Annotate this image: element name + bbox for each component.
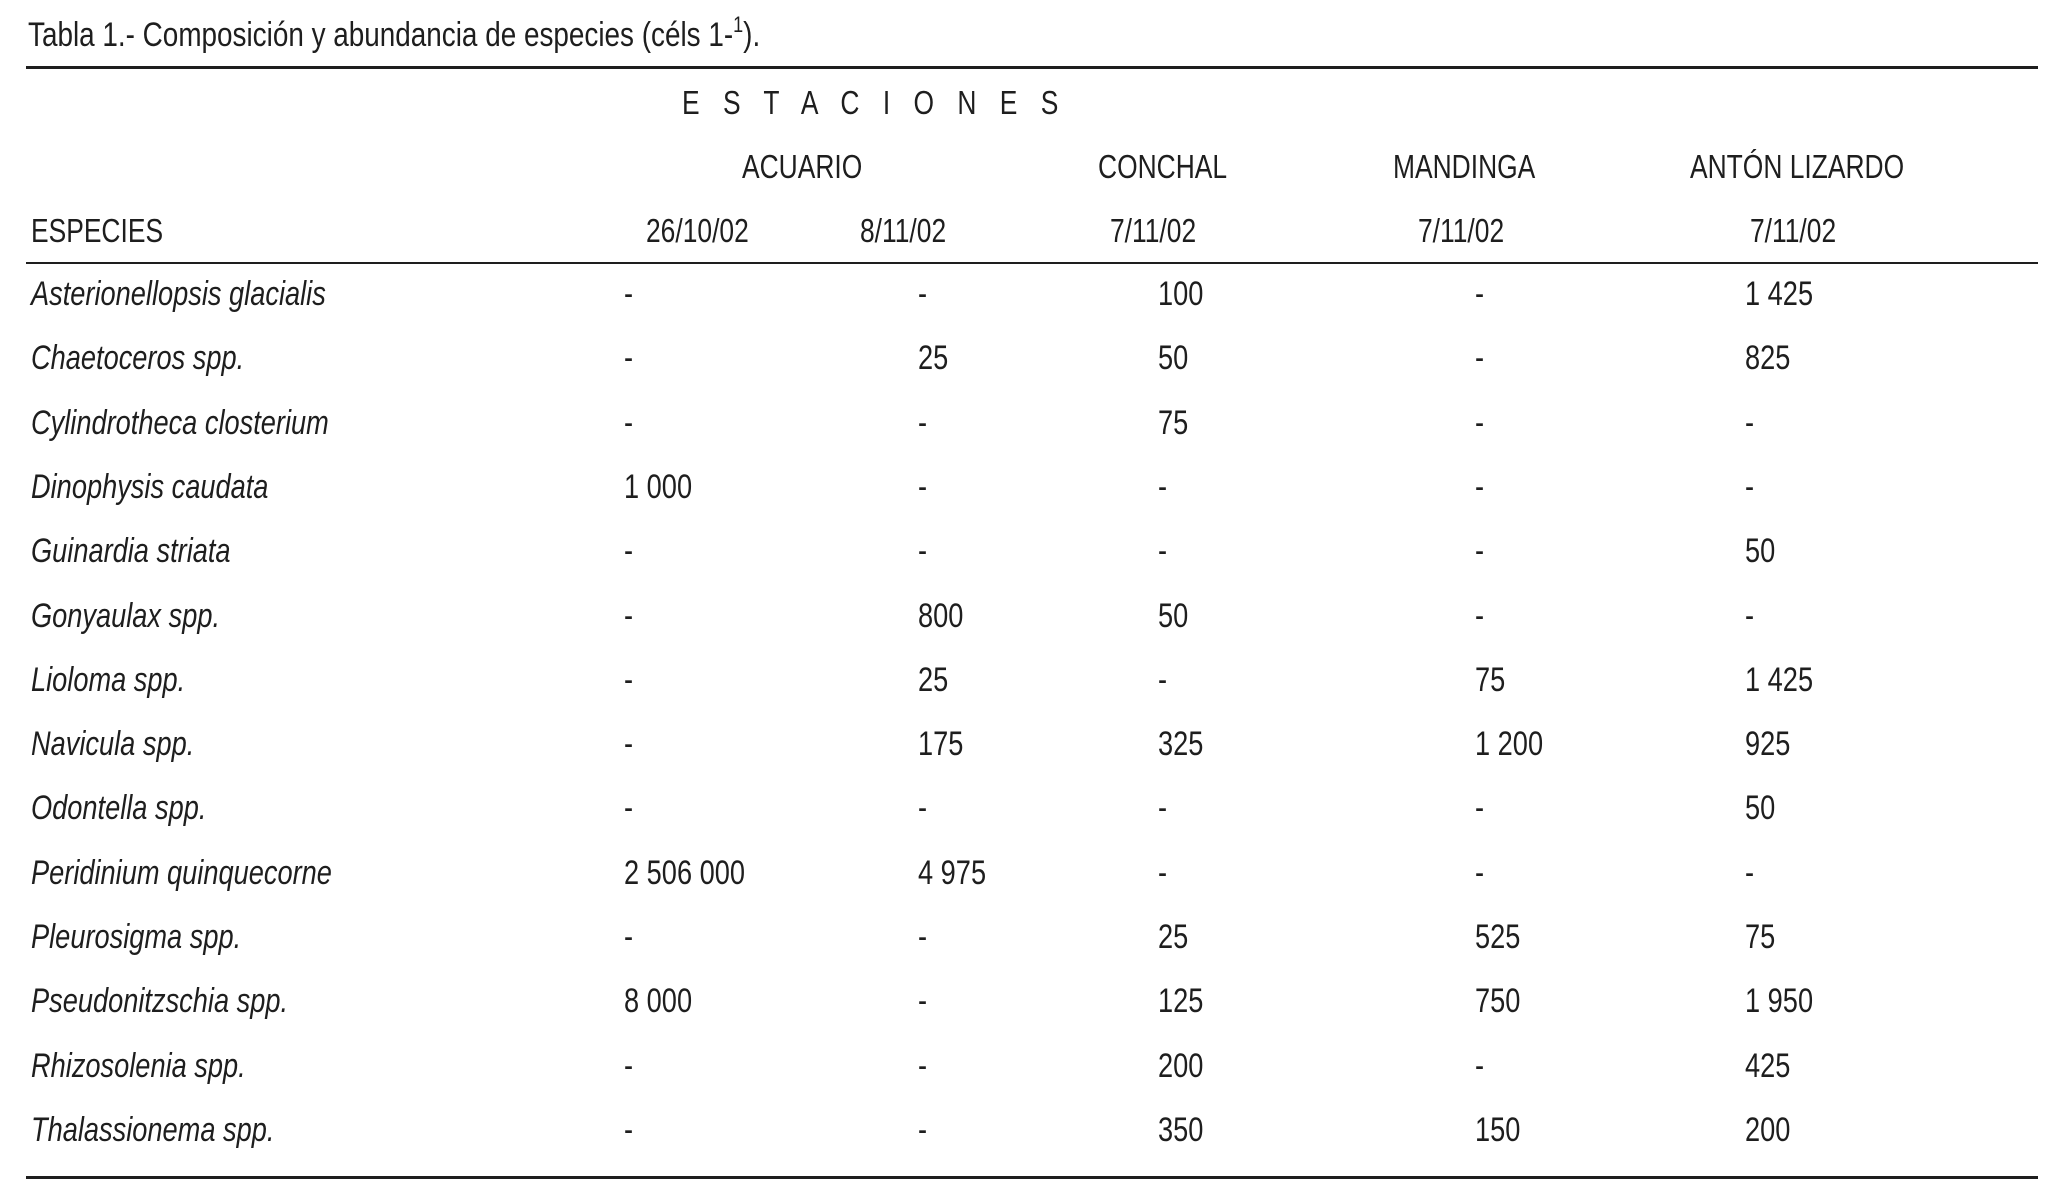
abundance-cell-acuario-2: - — [918, 1110, 928, 1149]
table-row — [0, 982, 2054, 1046]
species-name-cell: Peridinium quinquecorne — [31, 853, 332, 892]
abundance-cell-anton: - — [1745, 596, 1755, 635]
abundance-cell-mandinga: 1 200 — [1475, 725, 1544, 764]
abundance-cell-acuario-2: - — [918, 1046, 928, 1085]
date-anton-lizardo-header: 7/11/02 — [1750, 212, 1837, 249]
station-acuario-header: ACUARIO — [742, 148, 863, 185]
table-row — [0, 468, 2054, 532]
abundance-cell-conchal: 325 — [1158, 725, 1204, 764]
abundance-cell-acuario-1: - — [624, 532, 634, 571]
abundance-cell-acuario-2: - — [918, 789, 928, 828]
abundance-cell-acuario-1: - — [624, 403, 634, 442]
abundance-cell-acuario-2: - — [918, 918, 928, 956]
abundance-cell-anton: 50 — [1745, 789, 1776, 828]
abundance-cell-mandinga: - — [1475, 1046, 1485, 1085]
abundance-cell-acuario-2: - — [918, 532, 928, 571]
abundance-cell-acuario-2: 25 — [918, 660, 949, 699]
abundance-cell-conchal: - — [1158, 853, 1168, 892]
abundance-cell-acuario-1: - — [624, 725, 634, 764]
table-row — [0, 725, 2054, 789]
abundance-cell-mandinga: 750 — [1475, 982, 1521, 1021]
abundance-cell-anton: 425 — [1745, 1046, 1791, 1085]
abundance-cell-anton: 75 — [1745, 918, 1776, 956]
species-name-cell: Rhizosolenia spp. — [31, 1046, 246, 1085]
species-name-cell: Pseudonitzschia spp. — [31, 982, 289, 1021]
abundance-cell-anton: 200 — [1745, 1110, 1791, 1149]
abundance-cell-anton: - — [1745, 403, 1755, 442]
top-rule — [26, 66, 2038, 69]
species-column-header: ESPECIES — [31, 212, 164, 249]
abundance-cell-acuario-1: - — [624, 1046, 634, 1085]
table-row — [0, 789, 2054, 853]
abundance-cell-acuario-2: - — [918, 403, 928, 442]
abundance-cell-acuario-1: - — [624, 789, 634, 828]
caption-tail: ). — [743, 16, 761, 54]
abundance-cell-acuario-2: - — [918, 275, 928, 313]
abundance-cell-acuario-1: - — [624, 339, 634, 378]
abundance-cell-acuario-2: - — [918, 982, 928, 1021]
abundance-cell-acuario-2: 25 — [918, 339, 949, 378]
table-row — [0, 661, 2054, 725]
species-name-cell: Navicula spp. — [31, 725, 195, 764]
abundance-cell-conchal: 100 — [1158, 275, 1204, 313]
abundance-cell-anton: 1 425 — [1745, 275, 1814, 313]
station-anton-lizardo-header: ANTÓN LIZARDO — [1690, 148, 1905, 185]
species-name-cell: Thalassionema spp. — [31, 1110, 275, 1149]
species-name-cell: Guinardia striata — [31, 532, 231, 571]
abundance-cell-conchal: 50 — [1158, 339, 1189, 378]
station-mandinga-header: MANDINGA — [1393, 148, 1536, 185]
species-name-cell: Gonyaulax spp. — [31, 596, 221, 635]
abundance-cell-acuario-1: - — [624, 275, 634, 313]
abundance-cell-mandinga: - — [1475, 275, 1485, 313]
abundance-cell-mandinga: 525 — [1475, 918, 1521, 956]
abundance-cell-conchal: 75 — [1158, 403, 1189, 442]
caption-superscript: 1 — [733, 12, 744, 37]
abundance-cell-anton: - — [1745, 853, 1755, 892]
abundance-cell-acuario-1: - — [624, 596, 634, 635]
table-row — [0, 404, 2054, 468]
abundance-cell-acuario-2: 4 975 — [918, 853, 987, 892]
species-name-cell: Odontella spp. — [31, 789, 207, 828]
abundance-cell-acuario-1: - — [624, 918, 634, 956]
abundance-cell-anton: 825 — [1745, 339, 1791, 378]
abundance-cell-conchal: 350 — [1158, 1110, 1204, 1149]
abundance-cell-conchal: 200 — [1158, 1046, 1204, 1085]
table-row — [0, 854, 2054, 918]
abundance-cell-anton: 50 — [1745, 532, 1776, 571]
species-name-cell: Dinophysis caudata — [31, 467, 269, 506]
table-row — [0, 275, 2054, 339]
table-row — [0, 597, 2054, 661]
abundance-cell-conchal: - — [1158, 467, 1168, 506]
table-row — [0, 1047, 2054, 1111]
abundance-cell-anton: 1 950 — [1745, 982, 1814, 1021]
table-row — [0, 1111, 2054, 1175]
abundance-cell-conchal: 50 — [1158, 596, 1189, 635]
abundance-cell-mandinga: 75 — [1475, 660, 1506, 699]
table-row — [0, 918, 2054, 982]
species-name-cell: Asterionellopsis glacialis — [31, 275, 326, 313]
abundance-cell-mandinga: - — [1475, 532, 1485, 571]
date-acuario-1-header: 26/10/02 — [646, 212, 749, 249]
species-name-cell: Lioloma spp. — [31, 660, 186, 699]
species-name-cell: Chaetoceros spp. — [31, 339, 245, 378]
species-name-cell: Pleurosigma spp. — [31, 918, 242, 956]
table-row — [0, 339, 2054, 403]
abundance-cell-conchal: 125 — [1158, 982, 1204, 1021]
abundance-cell-mandinga: - — [1475, 596, 1485, 635]
abundance-cell-acuario-1: - — [624, 660, 634, 699]
abundance-cell-conchal: - — [1158, 532, 1168, 571]
abundance-cell-anton: 925 — [1745, 725, 1791, 764]
abundance-cell-mandinga: - — [1475, 789, 1485, 828]
stations-group-label: E S T A C I O N E S — [682, 84, 1067, 121]
station-conchal-header: CONCHAL — [1098, 148, 1228, 185]
date-mandinga-header: 7/11/02 — [1418, 212, 1505, 249]
abundance-cell-conchal: 25 — [1158, 918, 1189, 956]
abundance-cell-mandinga: - — [1475, 467, 1485, 506]
header-rule — [26, 262, 2038, 264]
abundance-cell-mandinga: - — [1475, 403, 1485, 442]
date-conchal-header: 7/11/02 — [1110, 212, 1197, 249]
date-acuario-2-header: 8/11/02 — [860, 212, 947, 249]
table-caption — [28, 12, 761, 55]
bottom-rule — [26, 1176, 2038, 1179]
abundance-cell-acuario-2: - — [918, 467, 928, 506]
abundance-cell-acuario-1: - — [624, 1110, 634, 1149]
abundance-cell-acuario-2: 800 — [918, 596, 964, 635]
abundance-cell-acuario-2: 175 — [918, 725, 964, 764]
abundance-cell-acuario-1: 1 000 — [624, 467, 693, 506]
abundance-cell-anton: 1 425 — [1745, 660, 1814, 699]
abundance-cell-acuario-1: 8 000 — [624, 982, 693, 1021]
abundance-cell-conchal: - — [1158, 789, 1168, 828]
abundance-cell-anton: - — [1745, 467, 1755, 506]
table-row — [0, 532, 2054, 596]
abundance-cell-mandinga: - — [1475, 853, 1485, 892]
abundance-cell-conchal: - — [1158, 660, 1168, 699]
caption-text: Tabla 1.- Composición y abundancia de especies (céls 1- — [28, 16, 734, 54]
abundance-cell-mandinga: - — [1475, 339, 1485, 378]
abundance-cell-acuario-1: 2 506 000 — [624, 853, 746, 892]
species-name-cell: Cylindrotheca closterium — [31, 403, 329, 442]
abundance-cell-mandinga: 150 — [1475, 1110, 1521, 1149]
